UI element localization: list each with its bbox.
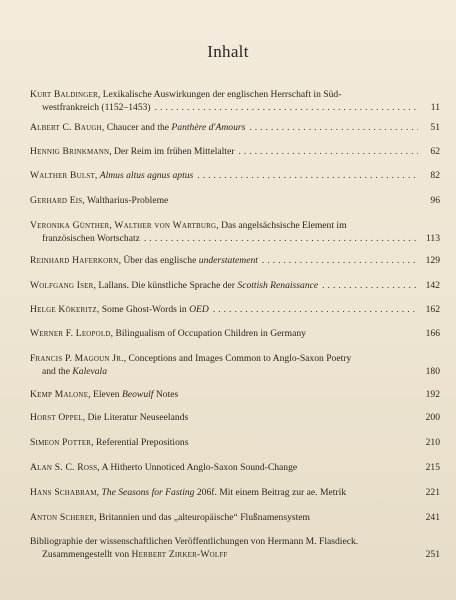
toc-entry	[30, 511, 440, 524]
toc-entry	[30, 327, 440, 340]
entry-author: Kurt Baldinger	[30, 89, 98, 100]
entry-title: , Lexikalische Auswirkungen der englischen Herrschaft in Süd-	[97, 89, 342, 100]
entry-title: , Das angelsächsische Element im	[216, 220, 347, 231]
entry-author: Reinhard Haferkorn	[30, 255, 119, 266]
entry-page: 251	[425, 549, 440, 560]
entry-page: 82	[430, 170, 440, 181]
toc-entry	[30, 194, 440, 207]
entry-author: Walther Bulst	[30, 170, 95, 181]
entry-title-italic: Panthère d'Amours	[171, 122, 246, 133]
leader-dots	[155, 101, 418, 114]
entry-author: Kemp Malone	[30, 389, 89, 400]
entry-author: Herbert Zirker-Wolff	[131, 549, 228, 560]
entry-title-cont: Zusammengestellt von	[42, 549, 132, 560]
entry-author: Simeon Potter	[30, 437, 92, 448]
entry-author: Gerhard Eis	[30, 195, 83, 206]
entry-title-italic: The Seasons for Fasting	[101, 487, 195, 498]
toc-entry	[30, 436, 440, 449]
page-title: Inhalt	[207, 42, 249, 61]
entry-page: 96	[430, 195, 440, 206]
entry-page: 210	[425, 437, 440, 448]
entry-title: , Eleven	[88, 389, 123, 400]
entry-title: , Lallans. Die künstliche Sprache der	[93, 280, 238, 291]
leader-dots	[144, 232, 418, 245]
toc-entry	[30, 461, 440, 474]
entry-author: Horst Oppel	[30, 412, 83, 423]
toc-entry	[30, 254, 440, 267]
entry-page: 142	[425, 280, 440, 291]
entry-author: Veronika Günther, Walther von Wartburg	[30, 220, 217, 231]
entry-author: Albert C. Baugh	[30, 122, 102, 133]
entry-page: 113	[425, 233, 440, 244]
entry-title: , Chaucer and the	[101, 122, 172, 133]
entry-title-rest: 206f. Mit einem Beitrag zur ae. Metrik	[194, 487, 347, 498]
leader-dots	[262, 254, 418, 267]
entry-title-cont: and the	[42, 366, 73, 377]
toc-entry	[30, 303, 440, 316]
entry-title-italic: Almus altus agnus aptus	[99, 170, 194, 181]
leader-dots	[249, 121, 418, 134]
entry-page: 129	[425, 255, 440, 266]
entry-title-cont: französischen Wortschatz	[42, 233, 140, 244]
entry-page: 200	[425, 412, 440, 423]
entry-title: , Some Ghost-Words in	[96, 304, 190, 315]
entry-title: Bibliographie der wissenschaftlichen Veröffentlichungen von Hermann M. Flasdieck.	[30, 536, 359, 547]
toc-entry	[30, 388, 440, 401]
entry-title: , Referential Prepositions	[91, 437, 189, 448]
entry-title: , Über das englische	[118, 255, 199, 266]
entry-page: 215	[425, 462, 440, 473]
entry-title-italic: Kalevala	[72, 366, 108, 377]
entry-page: 51	[430, 122, 440, 133]
leader-dots	[197, 169, 418, 182]
entry-author: Werner F. Leopold	[30, 328, 111, 339]
toc-entry	[30, 352, 440, 378]
entry-title-italic: Scottish Renaissance	[237, 280, 319, 291]
entry-title: , Waltharius-Probleme	[82, 195, 169, 206]
toc-entry	[30, 121, 440, 134]
entry-title: , Bilingualism of Occupation Children in Germany	[110, 328, 306, 339]
entry-title-cont: westfrankreich (1152–1453)	[42, 102, 151, 113]
entry-page: 162	[425, 304, 440, 315]
leader-dots	[322, 279, 418, 292]
entry-author: Alan S. C. Ross	[30, 462, 98, 473]
entry-title: , A Hitherto Unnoticed Anglo-Saxon Sound-Change	[97, 462, 298, 473]
entry-title: ,	[96, 487, 102, 498]
entry-author: Wolfgang Iser	[30, 280, 94, 291]
entry-title: , Britannien und das „alteuropäische“ Flußnamensystem	[94, 512, 311, 523]
entry-page: 241	[425, 512, 440, 523]
entry-page: 180	[425, 366, 440, 377]
leader-dots	[238, 145, 418, 158]
entry-author: Hans Schabram	[30, 487, 97, 498]
entry-author: Hennig Brinkmann	[30, 146, 110, 157]
entry-title: ,	[94, 170, 100, 181]
leader-dots	[213, 303, 418, 316]
entry-author: Francis P. Magoun Jr.	[30, 353, 124, 364]
entry-author: Helge Kökeritz	[30, 304, 97, 315]
entry-title: , Conceptions and Images Common to Anglo-Saxon Poetry	[123, 353, 352, 364]
toc-entry	[30, 411, 440, 424]
entry-page: 11	[430, 102, 440, 113]
toc-entry	[30, 486, 440, 499]
toc-entry	[30, 145, 440, 158]
entry-title-italic: Beowulf	[122, 389, 154, 400]
entry-title: , Die Literatur Neuseelands	[82, 412, 189, 423]
entry-page: 192	[425, 389, 440, 400]
entry-page: 62	[430, 146, 440, 157]
toc-entry	[30, 88, 440, 114]
entry-title: , Der Reim im frühen Mittelalter	[109, 146, 235, 157]
entry-author: Anton Scherer	[30, 512, 95, 523]
toc-entry	[30, 535, 440, 561]
entry-page: 221	[425, 487, 440, 498]
entry-title-rest: Notes	[153, 389, 179, 400]
entry-page: 166	[425, 328, 440, 339]
entry-title-italic: OED	[189, 304, 209, 315]
toc-entry	[30, 279, 440, 292]
toc-entry	[30, 169, 440, 182]
toc-entry	[30, 219, 440, 245]
entry-title-italic: understatement	[198, 255, 258, 266]
